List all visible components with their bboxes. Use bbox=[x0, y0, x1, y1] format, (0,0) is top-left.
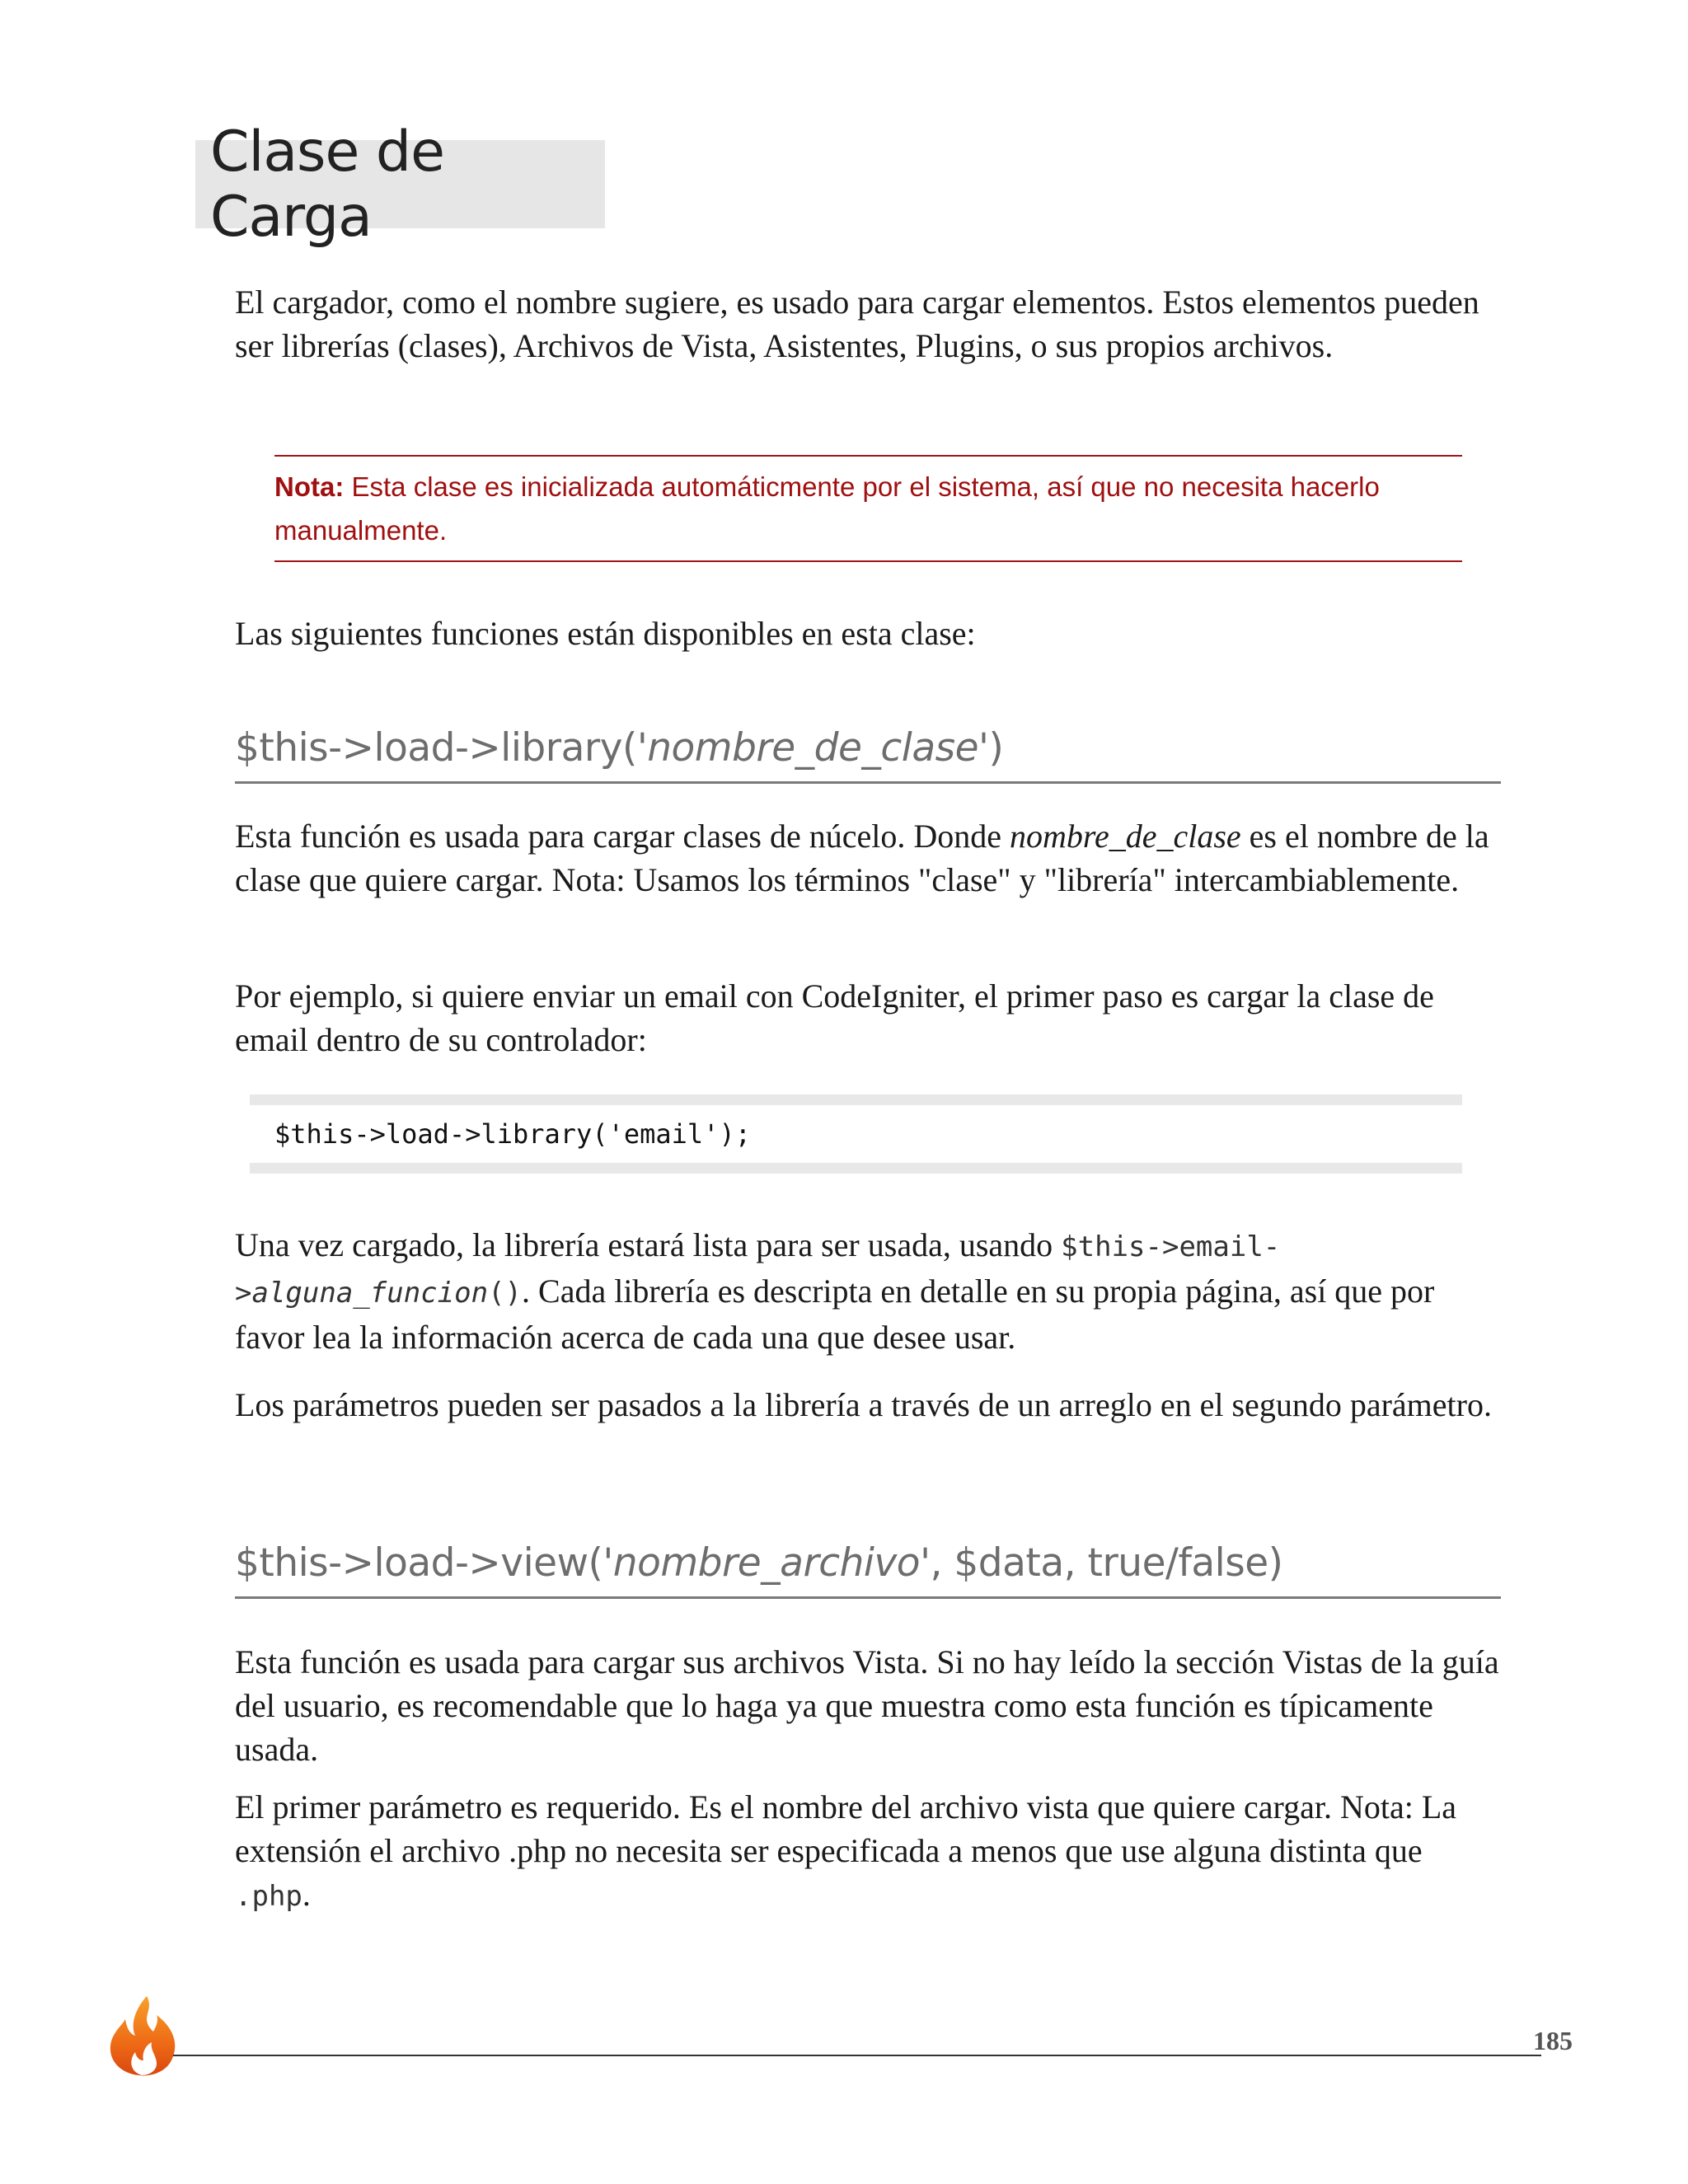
functions-intro: Las siguientes funciones están disponibles en esta clase: bbox=[235, 615, 976, 652]
page-title: Clase de Carga bbox=[210, 119, 444, 250]
codeigniter-flame-icon bbox=[106, 1994, 180, 2077]
code-block-library: $this->load->library('email'); bbox=[250, 1094, 1462, 1174]
note-text: Esta clase es inicializada automáticmente por el sistema, así que no necesita hacerlo manualmente. bbox=[274, 471, 1380, 546]
intro-paragraph: El cargador, como el nombre sugiere, es usado para cargar elementos. Estos elementos pueden ser librerías (clases), Archivos de Vista, Asistentes, Plugins, o sus propios archivos. bbox=[235, 284, 1479, 364]
library-paragraph-1: Esta función es usada para cargar clases de núcelo. Donde nombre_de_clase es el nombre de la clase que quiere cargar. Nota: Usamos los términos "clase" y "librería" intercambiablemente. bbox=[235, 818, 1489, 898]
page-title-box bbox=[195, 119, 605, 250]
footer-rule bbox=[173, 2055, 1541, 2056]
library-paragraph-3: Una vez cargado, la librería estará lista para ser usada, usando $this->email->alguna_funcion(). Cada librería es descripta en detalle en su propia página, así que por favor lea la información acerca de cada una que desee usar. bbox=[235, 1226, 1435, 1356]
view-paragraph-2: El primer parámetro es requerido. Es el nombre del archivo vista que quiere cargar. Nota: La extensión el archivo .php no necesita ser especificada a menos que use alguna distinta que .php. bbox=[235, 1788, 1457, 1913]
note-box bbox=[274, 455, 1462, 562]
library-paragraph-4: Los parámetros pueden ser pasados a la librería a través de un arreglo en el segundo parámetro. bbox=[235, 1386, 1492, 1423]
library-paragraph-2: Por ejemplo, si quiere enviar un email con CodeIgniter, el primer paso es cargar la clase de email dentro de su controlador: bbox=[235, 977, 1434, 1058]
section-heading-library: $this->load->library('nombre_de_clase') bbox=[235, 724, 1501, 784]
view-paragraph-1: Esta función es usada para cargar sus archivos Vista. Si no hay leído la sección Vistas de la guía del usuario, es recomendable que lo haga ya que muestra como esta función es típicamente usada. bbox=[235, 1643, 1499, 1768]
note-label: Nota: bbox=[274, 471, 345, 502]
section-heading-view: $this->load->view('nombre_archivo', $data, true/false) bbox=[235, 1539, 1501, 1599]
inline-code: $this->email->alguna_funcion() bbox=[235, 1230, 1281, 1310]
inline-code-php: .php bbox=[235, 1880, 302, 1913]
page-number: 185 bbox=[1533, 2026, 1573, 2055]
